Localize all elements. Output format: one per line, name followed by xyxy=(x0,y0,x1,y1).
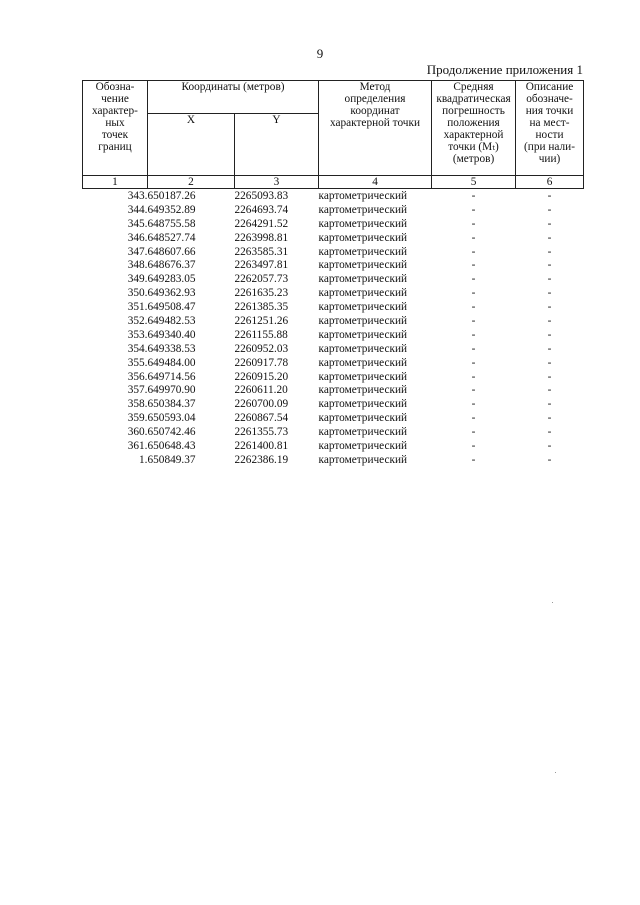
table-row xyxy=(83,370,584,384)
coord-x-cell: 649352.89 xyxy=(147,203,196,216)
point-number-cell: 360. xyxy=(127,426,148,439)
description-cell: - xyxy=(547,453,552,466)
header-method: Метод определения координат характерной точки xyxy=(319,81,432,176)
point-number-cell: 354. xyxy=(127,342,148,355)
method-cell: картометрический xyxy=(318,301,408,314)
column-number: 6 xyxy=(516,176,584,189)
coord-y-cell: 2264693.74 xyxy=(234,203,289,216)
column-number: 5 xyxy=(432,176,516,189)
error-cell: - xyxy=(471,287,476,300)
error-cell: - xyxy=(471,301,476,314)
header-description: Описание обозначе- ния точки на мест- ности (при нали- чии) xyxy=(516,81,584,176)
table-row xyxy=(83,328,584,342)
description-cell: - xyxy=(547,398,552,411)
error-cell: - xyxy=(471,356,476,369)
coord-y-cell: 2262057.73 xyxy=(234,273,289,286)
table-row xyxy=(83,425,584,439)
coord-x-cell: 649714.56 xyxy=(147,370,196,383)
table-row xyxy=(83,383,584,397)
continuation-note: Продолжение приложения 1 xyxy=(426,62,583,77)
error-cell: - xyxy=(471,328,476,341)
point-number-cell: 352. xyxy=(127,314,148,327)
method-cell: картометрический xyxy=(318,259,408,272)
error-cell: - xyxy=(471,245,476,258)
coord-x-cell: 648676.37 xyxy=(147,259,196,272)
table-row xyxy=(83,189,584,203)
coord-y-cell: 2261355.73 xyxy=(234,426,289,439)
coord-x-cell: 650593.04 xyxy=(147,412,196,425)
table-row xyxy=(83,342,584,356)
description-cell: - xyxy=(547,189,552,202)
column-number: 2 xyxy=(148,176,235,189)
point-number-cell: 353. xyxy=(127,328,148,341)
coord-x-cell: 650384.37 xyxy=(147,398,196,411)
point-number-cell: 359. xyxy=(127,412,148,425)
coord-y-cell: 2262386.19 xyxy=(234,453,289,466)
description-cell: - xyxy=(547,231,552,244)
error-cell: - xyxy=(471,189,476,202)
description-cell: - xyxy=(547,245,552,258)
point-number-cell: 1. xyxy=(139,453,148,466)
error-cell: - xyxy=(471,426,476,439)
error-cell: - xyxy=(471,273,476,286)
description-cell: - xyxy=(547,384,552,397)
coordinates-table xyxy=(82,80,584,467)
point-number-cell: 347. xyxy=(127,245,148,258)
column-number: 3 xyxy=(235,176,319,189)
coord-x-cell: 649484.00 xyxy=(147,356,196,369)
point-number-cell: 348. xyxy=(127,259,148,272)
point-number-cell: 350. xyxy=(127,287,148,300)
description-cell: - xyxy=(547,259,552,272)
point-number-cell: 344. xyxy=(127,203,148,216)
coord-x-cell: 649482.53 xyxy=(147,314,196,327)
method-cell: картометрический xyxy=(318,453,408,466)
error-cell: - xyxy=(471,203,476,216)
point-number-cell: 343. xyxy=(127,189,148,202)
point-number-cell: 358. xyxy=(127,398,148,411)
error-cell: - xyxy=(471,314,476,327)
point-number-cell: 357. xyxy=(127,384,148,397)
description-cell: - xyxy=(547,370,552,383)
table-row xyxy=(83,245,584,259)
method-cell: картометрический xyxy=(318,342,408,355)
description-cell: - xyxy=(547,287,552,300)
coord-x-cell: 650849.37 xyxy=(147,453,196,466)
coord-y-cell: 2261155.88 xyxy=(234,328,288,341)
coord-x-cell: 649362.93 xyxy=(147,287,196,300)
method-cell: картометрический xyxy=(318,426,408,439)
table-row xyxy=(83,272,584,286)
point-number-cell: 351. xyxy=(127,301,148,314)
header-y: Y xyxy=(235,113,319,175)
coord-x-cell: 649340.40 xyxy=(147,328,196,341)
table-row xyxy=(83,217,584,231)
coord-y-cell: 2261251.26 xyxy=(234,314,289,327)
error-cell: - xyxy=(471,412,476,425)
table-row xyxy=(83,397,584,411)
error-cell: - xyxy=(471,370,476,383)
scan-speck xyxy=(555,772,556,773)
column-numbers-row xyxy=(83,176,584,189)
method-cell: картометрический xyxy=(318,384,408,397)
method-cell: картометрический xyxy=(318,203,408,216)
coord-y-cell: 2260917.78 xyxy=(234,356,289,369)
error-cell: - xyxy=(471,439,476,452)
coord-x-cell: 648607.66 xyxy=(147,245,196,258)
coord-y-cell: 2260611.20 xyxy=(234,384,288,397)
coord-y-cell: 2263585.31 xyxy=(234,245,289,258)
coord-y-cell: 2265093.83 xyxy=(234,189,289,202)
method-cell: картометрический xyxy=(318,245,408,258)
coord-x-cell: 650648.43 xyxy=(147,439,196,452)
method-cell: картометрический xyxy=(318,287,408,300)
coord-y-cell: 2263998.81 xyxy=(234,231,289,244)
coord-y-cell: 2264291.52 xyxy=(234,217,289,230)
coord-y-cell: 2260867.54 xyxy=(234,412,289,425)
method-cell: картометрический xyxy=(318,189,408,202)
table-row xyxy=(83,258,584,272)
coord-x-cell: 650187.26 xyxy=(147,189,196,202)
method-cell: картометрический xyxy=(318,217,408,230)
description-cell: - xyxy=(547,342,552,355)
table-row xyxy=(83,231,584,245)
page-number: 9 xyxy=(316,46,324,61)
coord-x-cell: 648755.58 xyxy=(147,217,196,230)
description-cell: - xyxy=(547,328,552,341)
error-cell: - xyxy=(471,342,476,355)
point-number-cell: 355. xyxy=(127,356,148,369)
table-row xyxy=(83,356,584,370)
error-cell: - xyxy=(471,259,476,272)
coord-y-cell: 2261385.35 xyxy=(234,301,289,314)
method-cell: картометрический xyxy=(318,439,408,452)
table-row xyxy=(83,439,584,453)
description-cell: - xyxy=(547,314,552,327)
coord-y-cell: 2260915.20 xyxy=(234,370,289,383)
table-header xyxy=(83,81,584,189)
error-cell: - xyxy=(471,231,476,244)
method-cell: картометрический xyxy=(318,356,408,369)
header-error: Средняя квадратическая погрешность положения характерной точки (Mₜ) (метров) xyxy=(432,81,516,176)
table-row xyxy=(83,453,584,467)
table-body xyxy=(83,189,584,467)
coord-x-cell: 649508.47 xyxy=(147,301,196,314)
coord-x-cell: 650742.46 xyxy=(147,426,196,439)
description-cell: - xyxy=(547,203,552,216)
method-cell: картометрический xyxy=(318,314,408,327)
column-number: 1 xyxy=(83,176,148,189)
coord-y-cell: 2261400.81 xyxy=(234,439,289,452)
method-cell: картометрический xyxy=(318,370,408,383)
point-number-cell: 346. xyxy=(127,231,148,244)
description-cell: - xyxy=(547,217,552,230)
description-cell: - xyxy=(547,273,552,286)
coord-y-cell: 2260952.03 xyxy=(234,342,289,355)
error-cell: - xyxy=(471,384,476,397)
description-cell: - xyxy=(547,301,552,314)
point-number-cell: 356. xyxy=(127,370,148,383)
table-row xyxy=(83,203,584,217)
scan-speck xyxy=(552,602,553,603)
header-x: X xyxy=(148,113,235,175)
description-cell: - xyxy=(547,439,552,452)
header-coordinates: Координаты (метров) xyxy=(148,81,319,114)
table-row xyxy=(83,300,584,314)
table-row xyxy=(83,314,584,328)
point-number-cell: 349. xyxy=(127,273,148,286)
point-number-cell: 361. xyxy=(127,439,148,452)
description-cell: - xyxy=(547,356,552,369)
coord-y-cell: 2263497.81 xyxy=(234,259,289,272)
header-point-designation: Обозна- чение характер- ных точек границ xyxy=(83,81,148,176)
coord-x-cell: 649970.90 xyxy=(147,384,196,397)
table-row xyxy=(83,411,584,425)
coord-x-cell: 649283.05 xyxy=(147,273,196,286)
method-cell: картометрический xyxy=(318,231,408,244)
error-cell: - xyxy=(471,453,476,466)
coord-x-cell: 648527.74 xyxy=(147,231,196,244)
coord-y-cell: 2261635.23 xyxy=(234,287,289,300)
coord-x-cell: 649338.53 xyxy=(147,342,196,355)
method-cell: картометрический xyxy=(318,412,408,425)
error-cell: - xyxy=(471,217,476,230)
description-cell: - xyxy=(547,412,552,425)
method-cell: картометрический xyxy=(318,328,408,341)
error-cell: - xyxy=(471,398,476,411)
method-cell: картометрический xyxy=(318,273,408,286)
description-cell: - xyxy=(547,426,552,439)
method-cell: картометрический xyxy=(318,398,408,411)
table-row xyxy=(83,286,584,300)
point-number-cell: 345. xyxy=(127,217,148,230)
column-number: 4 xyxy=(319,176,432,189)
coord-y-cell: 2260700.09 xyxy=(234,398,289,411)
